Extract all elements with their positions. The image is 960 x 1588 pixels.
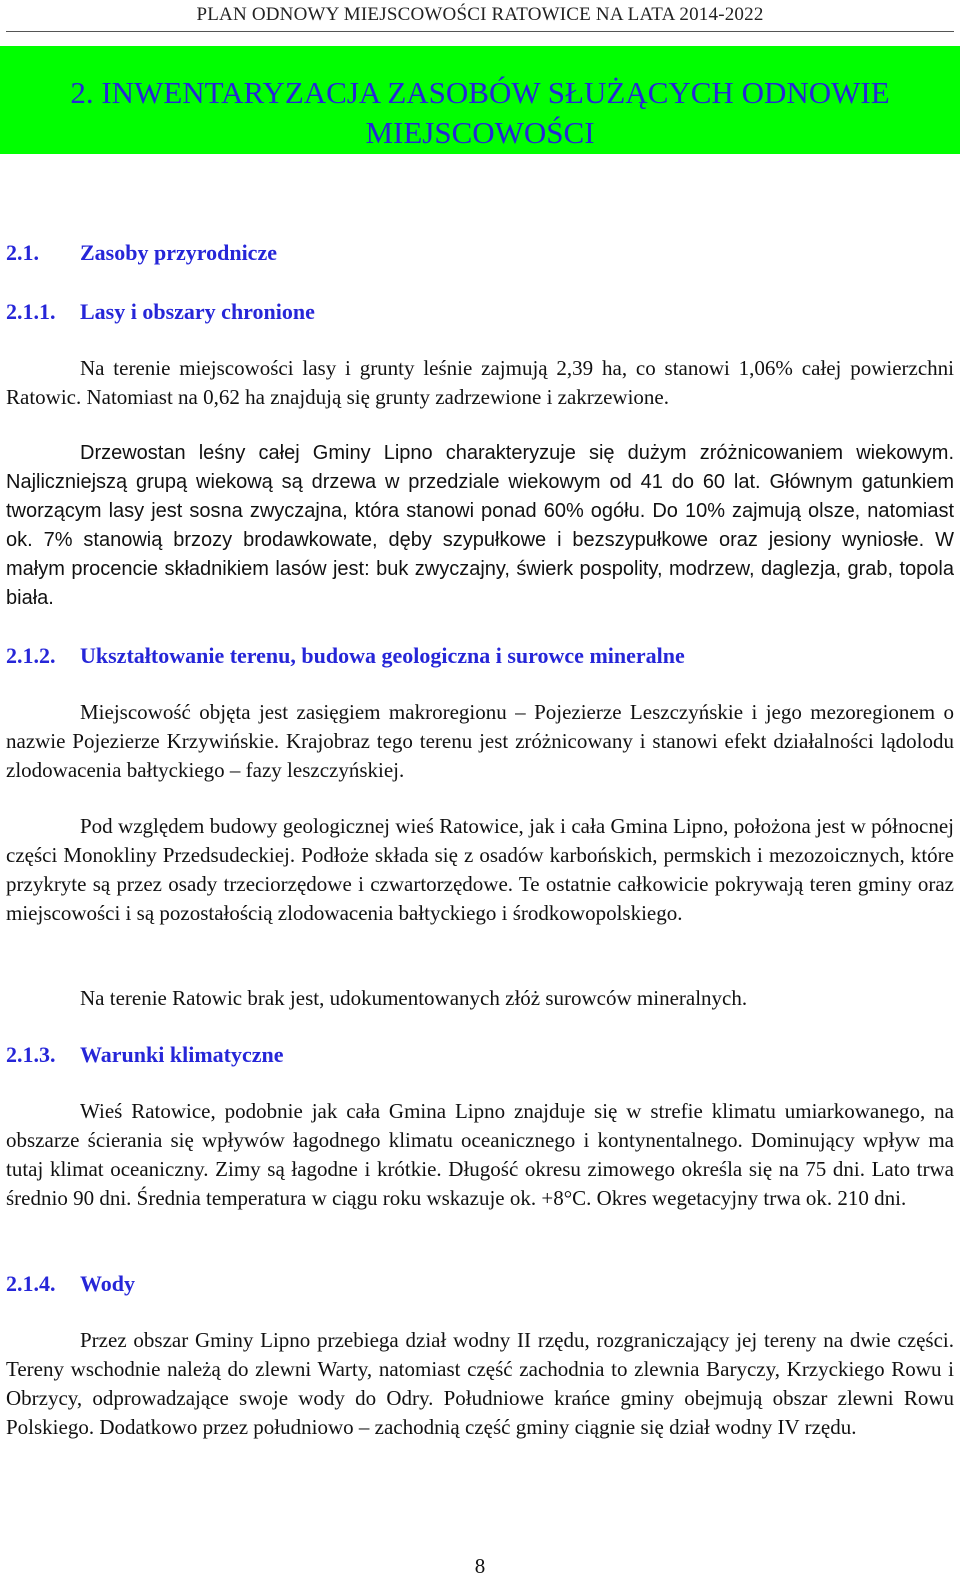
section-title: Zasoby przyrodnicze — [80, 240, 277, 265]
header-rule — [6, 31, 954, 32]
paragraph-water-1: Przez obszar Gminy Lipno przebiega dział wodny II rzędu, rozgraniczający jej tereny na dwie części. Tereny wschodnie należą do zlewni Warty, natomiast część zachodnia to zlewnia Baryczy, Krzyckiego Rowu i Obrzycy, odprowadzające swoje wody do Odry. Południowe krańce gminy obejmują obszar zlewni Rowu Polskiego. Dodatkowo przez południowo – zachodnią część gminy ciągnie się dział wodny IV rzędu. — [6, 1328, 954, 1439]
running-header: PLAN ODNOWY MIEJSCOWOŚCI RATOWICE NA LATA 2014-2022 — [196, 4, 764, 25]
section-number: 2.1. — [6, 240, 39, 265]
section-number: 2.1.1. — [6, 299, 56, 324]
section-title: Wody — [80, 1271, 136, 1296]
section-number: 2.1.4. — [6, 1271, 56, 1296]
paragraph-climate-1: Wieś Ratowice, podobnie jak cała Gmina Lipno znajduje się w strefie klimatu umiarkowanego, na obszarze ścierania się wpływów łagodnego klimatu oceanicznego i kontynentalnego. Dominujący wpływ ma tutaj klimat oceaniczny. Zimy są łagodne i krótkie. Długość okresu zimowego określa się na 75 dni. Lato trwa średnio 90 dni. Średnia temperatura w ciągu roku wskazuje ok. +8°C. Okres wegetacyjny trwa ok. 210 dni. — [6, 1099, 954, 1210]
section-title: Lasy i obszary chronione — [80, 299, 315, 324]
section-heading-2-1 — [6, 240, 277, 266]
section-heading-2-1-3 — [6, 1042, 284, 1068]
paragraph-forests-1: Na terenie miejscowości lasy i grunty leśnie zajmują 2,39 ha, co stanowi 1,06% całej powierzchni Ratowic. Natomiast na 0,62 ha znajdują się grunty zadrzewione i zakrzewione. — [6, 356, 954, 409]
section-heading-2-1-2 — [6, 643, 685, 669]
page-number: 8 — [474, 1554, 486, 1578]
section-title: Ukształtowanie terenu, budowa geologiczna i surowce mineralne — [80, 643, 685, 668]
paragraph-terrain-3: Na terenie Ratowic brak jest, udokumentowanych złóż surowców mineralnych. — [80, 986, 748, 1010]
paragraph-terrain-1: Miejscowość objęta jest zasięgiem makroregionu – Pojezierze Leszczyńskie i jego mezoregionem o nazwie Pojezierze Krzywińskie. Krajobraz tego terenu jest zróżnicowany i stanowi efekt działalności lądolodu zlodowacenia bałtyckiego – fazy leszczyńskiej. — [6, 700, 954, 782]
section-number: 2.1.3. — [6, 1042, 56, 1067]
paragraph-forests-2: Drzewostan leśny całej Gminy Lipno charakteryzuje się dużym zróżnicowaniem wiekowym. Najliczniejszą grupą wiekową są drzewa w przedziale wiekowym od 41 do 60 lat. Głównym gatunkiem tworzącym lasy jest sosna zwyczajna, która stanowi ponad 60% ogółu. Do 10% zajmują olsze, natomiast ok. 7% stanowią brzozy brodawkowate, dęby szypułkowe i bezszypułkowe oraz jesiony wyniosłe. W małym procencie składnikiem lasów jest: buk zwyczajny, świerk pospolity, modrzew, daglezja, grab, topola biała. — [6, 442, 954, 609]
section-heading-2-1-1 — [6, 299, 315, 325]
paragraph-terrain-2: Pod względem budowy geologicznej wieś Ratowice, jak i cała Gmina Lipno, położona jest w północnej części Monokliny Przedsudeckiej. Podłoże składa się z osadów karbońskich, permskich i mezozoicznych, które przykryte są przez osady trzeciorzędowe i czwartorzędowe. Te ostatnie całkowicie pokrywają teren gminy oraz miejscowości i są pozostałością zlodowacenia bałtyckiego i środkowopolskiego. — [6, 814, 954, 925]
section-number: 2.1.2. — [6, 643, 56, 668]
section-heading-2-1-4 — [6, 1271, 135, 1297]
section-title: Warunki klimatyczne — [80, 1042, 284, 1067]
chapter-title: 2. INWENTARYZACJA ZASOBÓW SŁUŻĄCYCH ODNOWIE MIEJSCOWOŚCI — [70, 75, 890, 150]
